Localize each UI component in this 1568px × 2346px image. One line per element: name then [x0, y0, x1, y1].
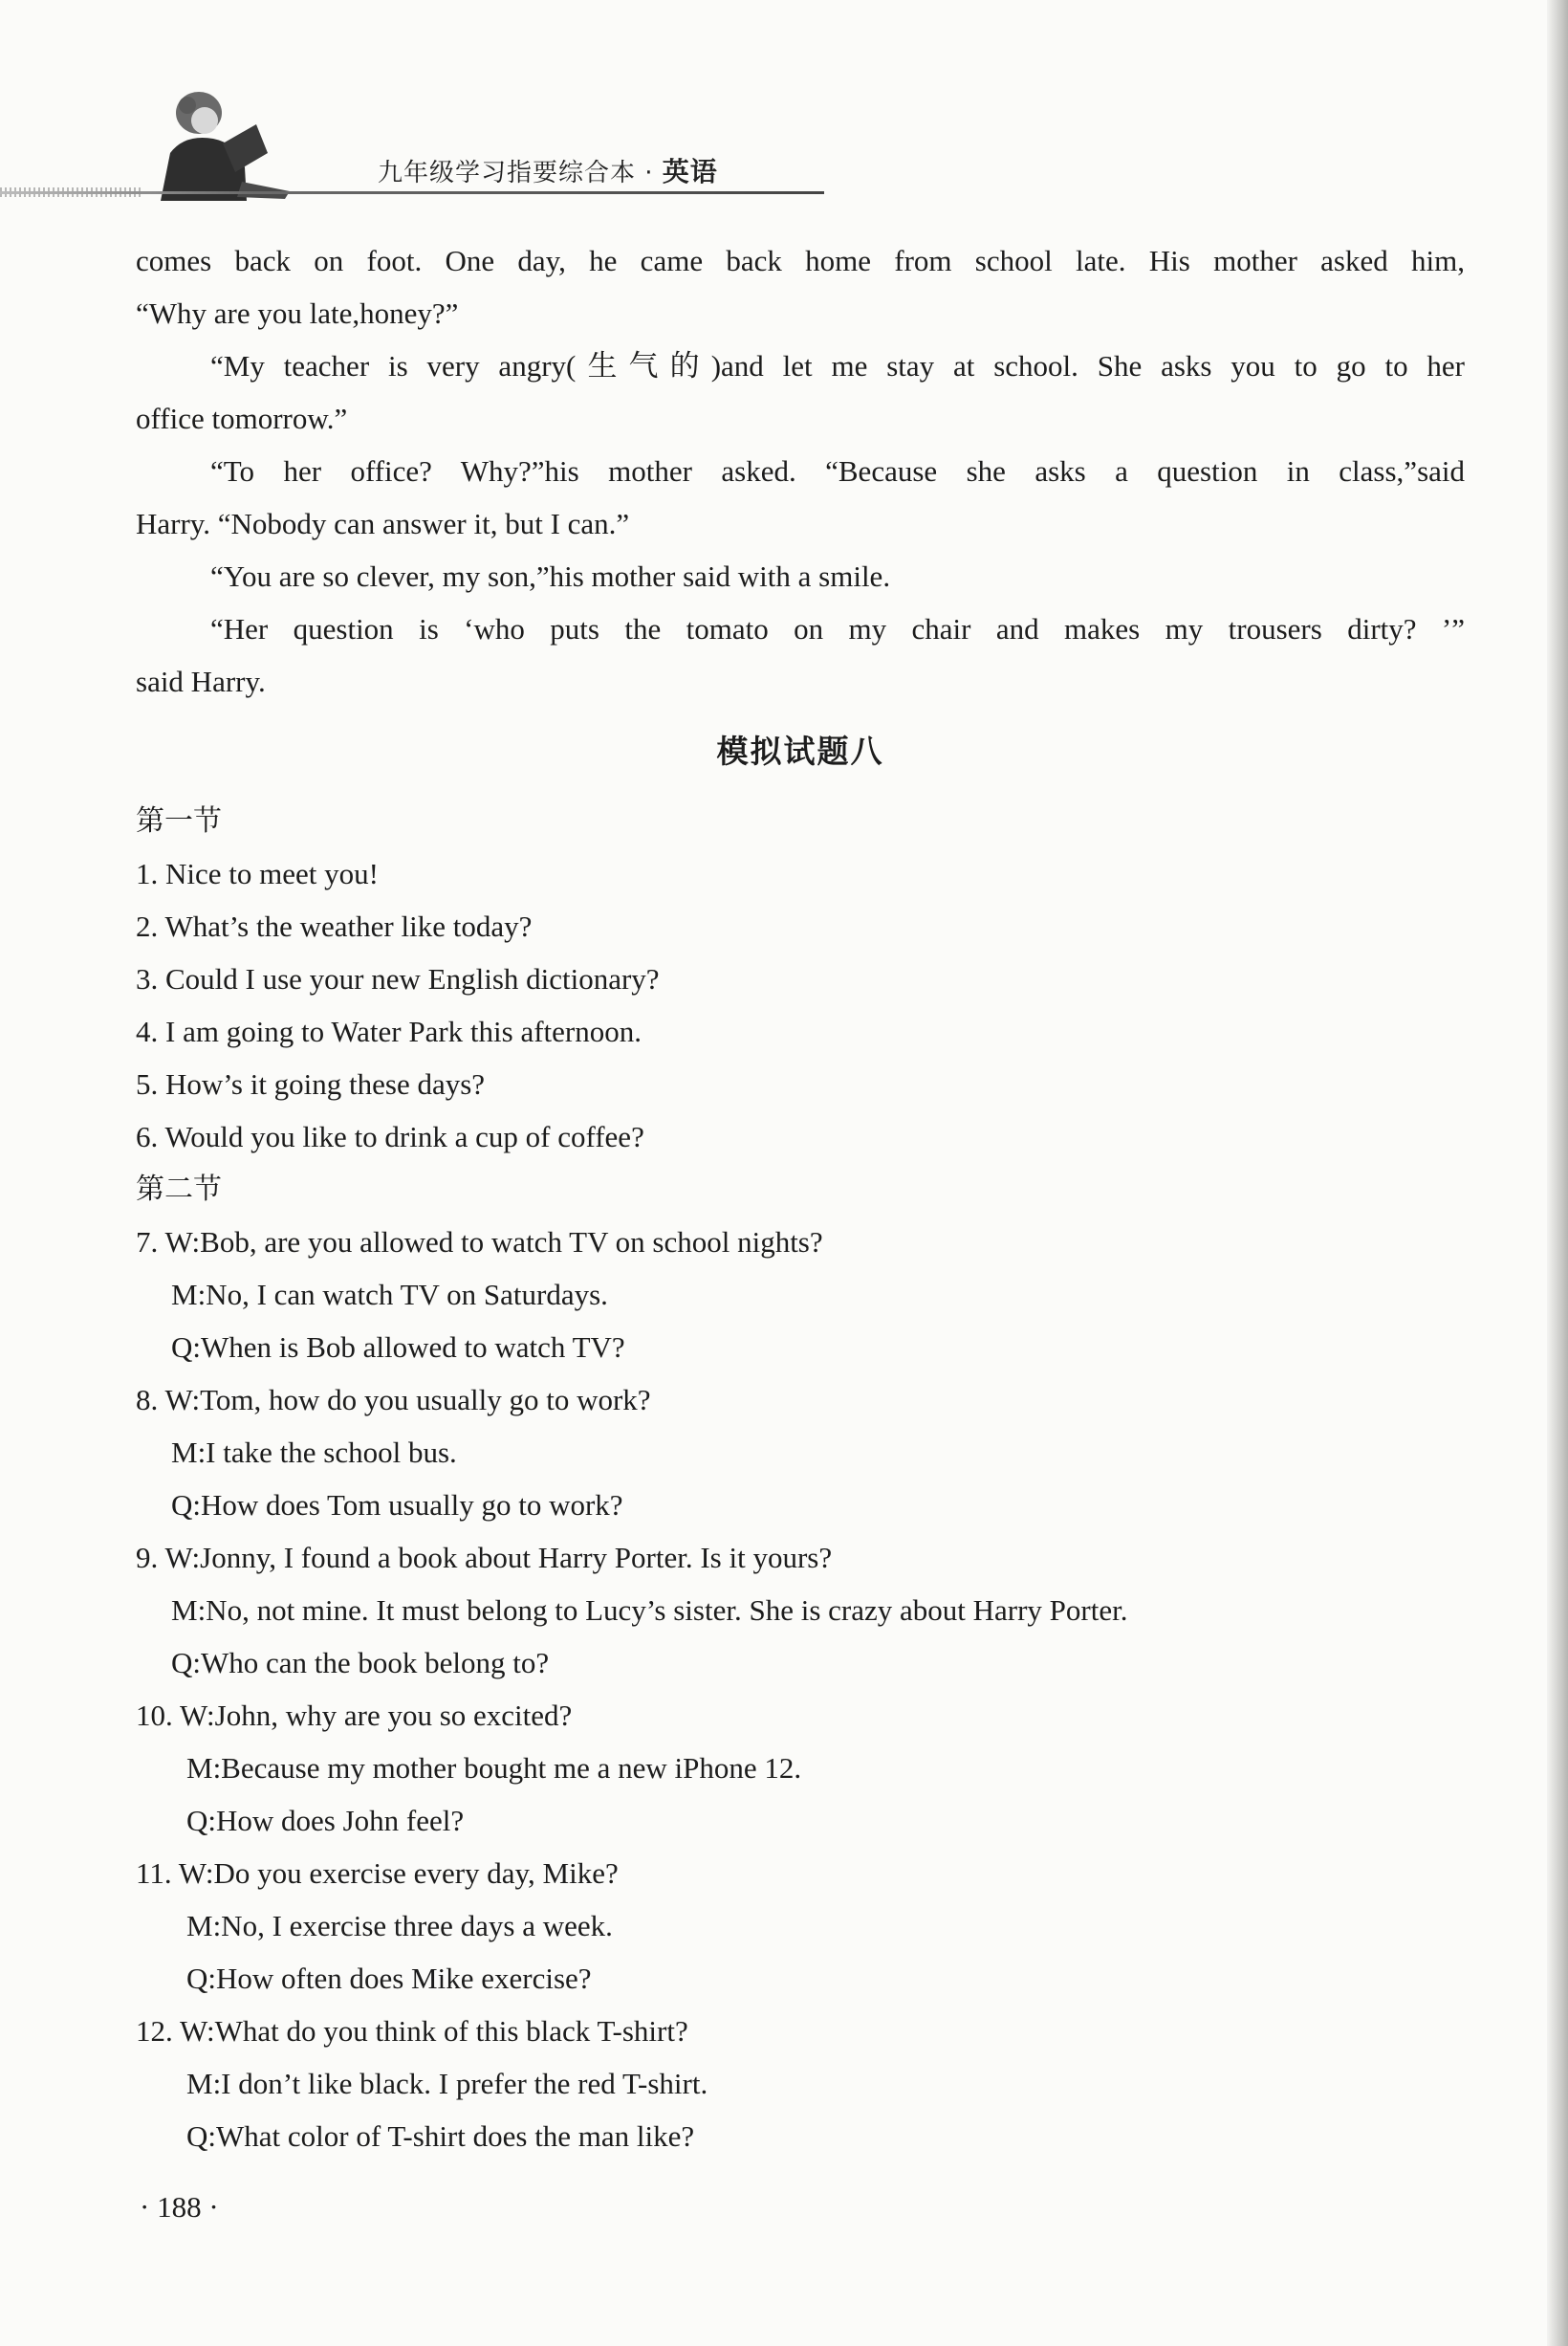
- part1-heading: 第一节: [136, 804, 222, 838]
- list-item: 6. Would you like to drink a cup of coffee?: [136, 1120, 644, 1153]
- dialogue-question-line: Q:How does Tom usually go to work?: [171, 1488, 623, 1522]
- dialogue-woman-line: 9. W:Jonny, I found a book about Harry Porter. Is it yours?: [136, 1541, 833, 1574]
- dialogue-question-line: Q:When is Bob allowed to watch TV?: [171, 1330, 625, 1364]
- story-line: office tomorrow.”: [136, 402, 348, 435]
- story-line: “Why are you late,honey?”: [136, 296, 459, 330]
- list-item: 4. I am going to Water Park this afternoon.: [136, 1015, 642, 1048]
- list-item: 1. Nice to meet you!: [136, 857, 379, 890]
- header-title: [378, 151, 718, 189]
- dialogue-man-line: M:Because my mother bought me a new iPhone 12.: [186, 1751, 802, 1785]
- dialogue-man-line: M:I don’t like black. I prefer the red T-shirt.: [186, 2067, 708, 2100]
- dialogue-woman-line: 11. W:Do you exercise every day, Mike?: [136, 1856, 619, 1890]
- dialogue-man-line: M:No, I exercise three days a week.: [186, 1909, 613, 1942]
- list-item: 2. What’s the weather like today?: [136, 910, 533, 943]
- story-line: comes back on foot. One day, he came back home from school late. His mother asked him,: [136, 244, 1465, 277]
- dialogue-man-line: M:I take the school bus.: [171, 1436, 457, 1469]
- dialogue-woman-line: 12. W:What do you think of this black T-shirt?: [136, 2014, 688, 2048]
- section-title: 模拟试题八: [716, 733, 884, 770]
- dialogue-question-line: Q:How does John feel?: [186, 1804, 465, 1837]
- reading-girl-illustration: [132, 86, 294, 201]
- list-item: 3. Could I use your new English dictionary?: [136, 962, 660, 996]
- dialogue-woman-line: 7. W:Bob, are you allowed to watch TV on school nights?: [136, 1225, 823, 1259]
- page-edge-shadow: [1547, 0, 1568, 2346]
- page-header: [0, 57, 832, 201]
- header-subject: 英语: [662, 156, 718, 187]
- dialogue-woman-line: 8. W:Tom, how do you usually go to work?: [136, 1383, 651, 1416]
- dialogue-woman-line: 10. W:John, why are you so excited?: [136, 1699, 573, 1732]
- story-line: “To her office? Why?”his mother asked. “Because she asks a question in class,”said: [210, 454, 1465, 488]
- header-rule: [0, 191, 824, 194]
- header-title-text: 九年级学习指要综合本 ·: [378, 159, 663, 187]
- list-item: 5. How’s it going these days?: [136, 1067, 486, 1101]
- dialogue-question-line: Q:Who can the book belong to?: [171, 1646, 550, 1679]
- dialogue-question-line: Q:How often does Mike exercise?: [186, 1962, 592, 1995]
- dialogue-man-line: M:No, I can watch TV on Saturdays.: [171, 1278, 608, 1311]
- story-line: said Harry.: [136, 665, 266, 698]
- page-content: [136, 234, 1465, 2162]
- story-line: “You are so clever, my son,”his mother said with a smile.: [210, 559, 891, 593]
- part2-heading: 第二节: [136, 1173, 222, 1206]
- story-line: Harry. “Nobody can answer it, but I can.”: [136, 507, 630, 540]
- dialogue-man-line: M:No, not mine. It must belong to Lucy’s sister. She is crazy about Harry Porter.: [171, 1593, 1128, 1627]
- page-number: · 188 ·: [140, 2190, 219, 2224]
- dialogue-question-line: Q:What color of T-shirt does the man like?: [186, 2119, 695, 2153]
- story-line: “My teacher is very angry(生气的)and let me stay at school. She asks you to go to her: [210, 349, 1465, 383]
- story-line: “Her question is ‘who puts the tomato on my chair and makes my trousers dirty? ’”: [210, 612, 1465, 646]
